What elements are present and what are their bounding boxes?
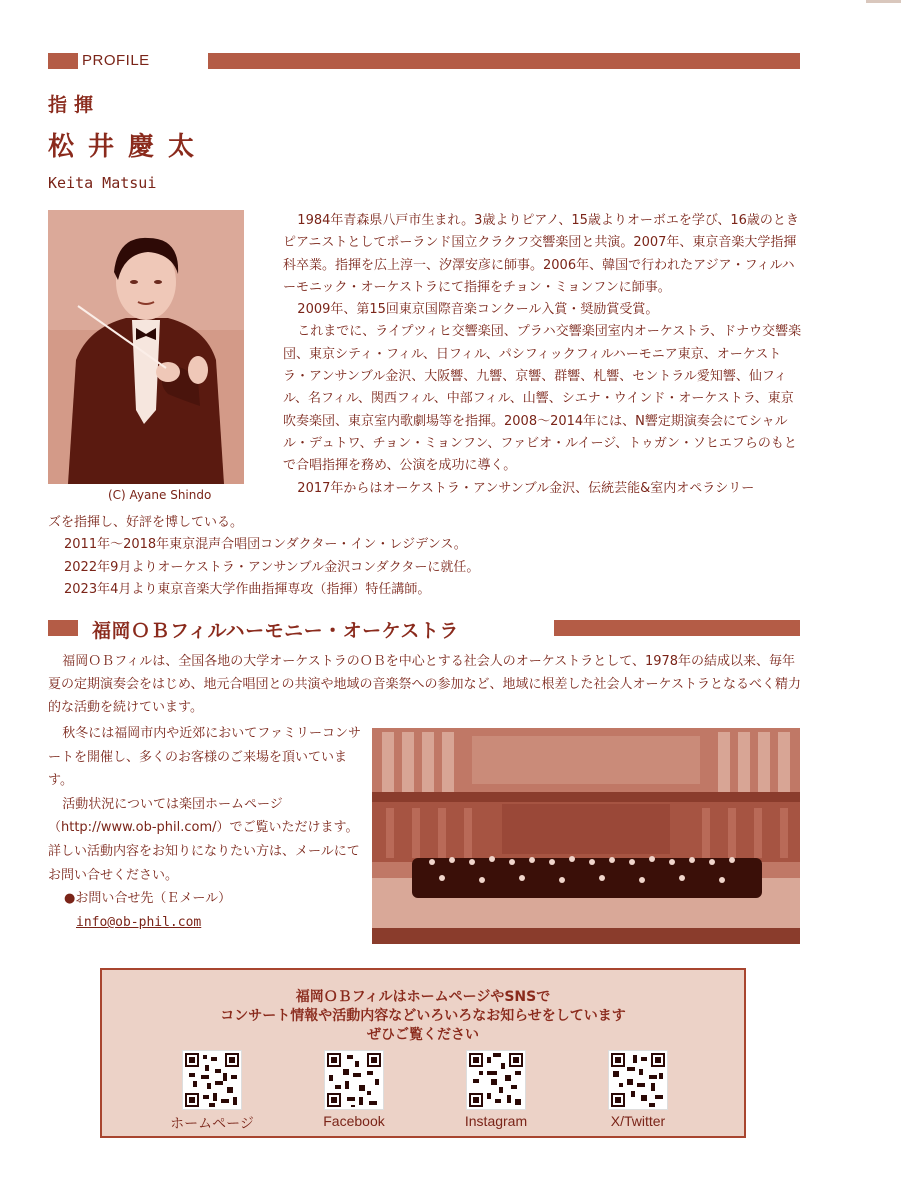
contact-email-link[interactable]: info@ob-phil.com xyxy=(76,914,202,930)
biography-column xyxy=(283,210,803,500)
header-bar-lead xyxy=(48,620,78,636)
bio-paragraph: 2017年からはオーケストラ・アンサンブル金沢、伝統芸能&室内オペラシリー xyxy=(297,480,755,496)
orchestra-details xyxy=(48,722,368,934)
website-paragraph: 活動状況については楽団ホームページ（http://www.ob-phil.com/）でご覧いただけます。詳しい活動内容をお知りになりたい方は、メールにてお問い合せください。 xyxy=(48,796,360,883)
qr-label[interactable]: ホームページ xyxy=(170,1115,254,1131)
qr-label[interactable]: X/Twitter xyxy=(610,1113,666,1129)
intro-paragraph: 福岡ＯＢフィルは、全国各地の大学オーケストラのＯＢを中心とする社会人のオーケストラとして、1978年の結成以来、毎年夏の定期演奏会をはじめ、地元合唱団との共演や地域の音楽祭への参加など、地域に根差した社会人オーケストラとなるべく精力的な活動を続けています。 xyxy=(48,654,801,715)
biography-continuation xyxy=(48,512,803,601)
conductor-photo xyxy=(48,210,244,484)
bio-paragraph: ズを指揮し、好評を博している。 xyxy=(48,515,244,530)
profile-label: PROFILE xyxy=(82,52,150,69)
concert-hall-illustration xyxy=(372,728,800,944)
qr-code-icon[interactable] xyxy=(324,1050,384,1110)
contact-label: ●お問い合せ先（Ｅメール） xyxy=(64,891,232,907)
sns-line-1: 福岡ＯＢフィルはホームページやSNSで xyxy=(295,989,551,1005)
conductor-illustration xyxy=(48,210,244,484)
qr-x-twitter[interactable] xyxy=(578,1050,698,1129)
corner-tab xyxy=(866,0,901,3)
qr-label[interactable]: Facebook xyxy=(323,1113,385,1129)
concert-photo xyxy=(372,728,800,944)
sns-line-2: コンサート情報や活動内容などいろいろなお知らせをしています xyxy=(220,1008,626,1024)
bio-paragraph: 2011年〜2018年東京混声合唱団コンダクター・イン・レジデンス。 xyxy=(64,537,467,553)
orchestra-section-header xyxy=(48,617,800,642)
profile-section-header xyxy=(48,53,800,69)
conductor-name-jp: 松井慶太 xyxy=(48,132,209,162)
qr-facebook[interactable] xyxy=(294,1050,414,1129)
conductor-role: 指揮 xyxy=(48,94,101,116)
header-bar-lead xyxy=(48,53,78,69)
qr-instagram[interactable] xyxy=(436,1050,556,1129)
bio-paragraph: 2022年9月よりオーケストラ・アンサンブル金沢コンダクターに就任。 xyxy=(64,559,480,575)
orchestra-title: 福岡ＯＢフィルハーモニー・オーケストラ xyxy=(92,620,459,642)
sns-line-3: ぜひご覧ください xyxy=(367,1027,479,1043)
header-bar-rest xyxy=(554,620,800,636)
qr-label[interactable]: Instagram xyxy=(464,1113,528,1129)
qr-code-icon[interactable] xyxy=(608,1050,668,1110)
conductor-name-en: Keita Matsui xyxy=(48,174,157,192)
qr-code-icon[interactable] xyxy=(182,1050,242,1110)
bio-paragraph: これまでに、ライプツィヒ交響楽団、プラハ交響楽団室内オーケストラ、ドナウ交響楽団、東京シティ・フィル、日フィル、パシフィックフィルハーモニア東京、オーケストラ・アンサンブル金沢、大阪響、九響、京響、群響、札響、セントラル愛知響、仙フィル、名フィル、関西フィル、中部フィル、山響、シエナ・ウインド・オーケストラ、東京吹奏楽団、東京室内歌劇場等を指揮。2008〜2014年には、N響定期演奏会にてシャルル・デュトワ、チョン・ミョンフン、ファビオ・ルイージ、トゥガン・ソヒエフらのもとで合唱指揮を務め、公演を成功に導く。 xyxy=(283,324,802,474)
family-concert-paragraph: 秋冬には福岡市内や近郊においてファミリーコンサートを開催し、多くのお客様のご来場を頂いています。 xyxy=(48,726,362,789)
sns-info-box xyxy=(100,968,746,1138)
qr-homepage[interactable] xyxy=(152,1050,272,1133)
photo-credit: (C) Ayane Shindo xyxy=(108,488,212,502)
bio-paragraph: 2009年、第15回東京国際音楽コンクール入賞・奨励賞受賞。 xyxy=(297,302,659,318)
bio-paragraph: 2023年4月より東京音楽大学作曲指揮専攻（指揮）特任講師。 xyxy=(64,581,431,597)
orchestra-intro xyxy=(48,650,803,719)
qr-code-icon[interactable] xyxy=(466,1050,526,1110)
bio-paragraph: 1984年青森県八戸市生まれ。3歳よりピアノ、15歳よりオーボエを学び、16歳のときピアニストとしてポーランド国立クラクフ交響楽団と共演。2007年、東京音楽大学指揮科卒業。指揮を広上淳一、汐澤安彦に師事。2006年、韓国で行われたアジア・フィルハーモニック・オーケストラにて指揮をチョン・ミョンフンに師事。 xyxy=(283,213,799,295)
header-bar-rest xyxy=(208,53,800,69)
